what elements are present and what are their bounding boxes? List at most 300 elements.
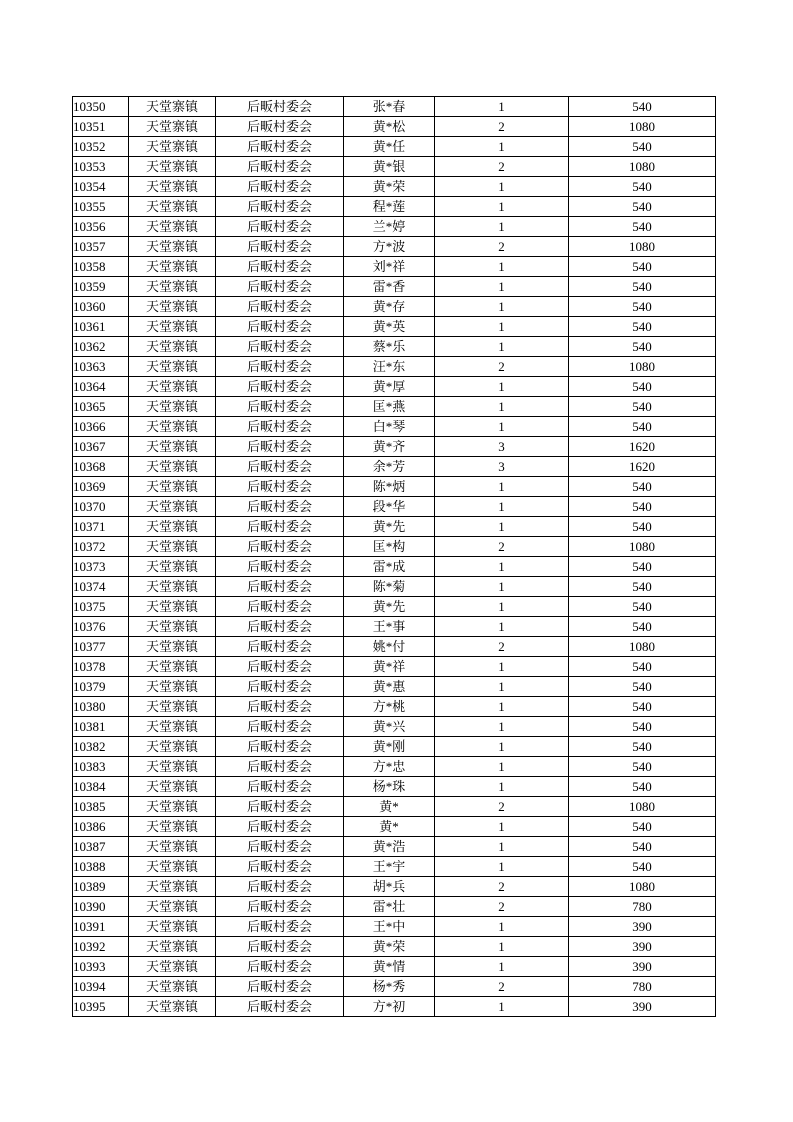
amount-cell: 540 bbox=[569, 817, 716, 837]
household-count-cell: 1 bbox=[435, 697, 569, 717]
table-row bbox=[73, 457, 716, 477]
town-cell: 天堂寨镇 bbox=[129, 197, 216, 217]
table-body bbox=[73, 97, 716, 1017]
town-cell: 天堂寨镇 bbox=[129, 497, 216, 517]
town-cell: 天堂寨镇 bbox=[129, 917, 216, 937]
table-row bbox=[73, 997, 716, 1017]
village-cell: 后畈村委会 bbox=[216, 157, 344, 177]
town-cell: 天堂寨镇 bbox=[129, 957, 216, 977]
town-cell: 天堂寨镇 bbox=[129, 777, 216, 797]
village-cell: 后畈村委会 bbox=[216, 257, 344, 277]
household-count-cell: 1 bbox=[435, 417, 569, 437]
record-id-cell: 10370 bbox=[73, 497, 129, 517]
table-row bbox=[73, 237, 716, 257]
record-id-cell: 10358 bbox=[73, 257, 129, 277]
town-cell: 天堂寨镇 bbox=[129, 717, 216, 737]
record-id-cell: 10353 bbox=[73, 157, 129, 177]
town-cell: 天堂寨镇 bbox=[129, 217, 216, 237]
table-row bbox=[73, 477, 716, 497]
amount-cell: 540 bbox=[569, 337, 716, 357]
name-cell: 胡*兵 bbox=[344, 877, 435, 897]
household-count-cell: 1 bbox=[435, 137, 569, 157]
table-row bbox=[73, 597, 716, 617]
name-cell: 陈*炳 bbox=[344, 477, 435, 497]
name-cell: 黄*松 bbox=[344, 117, 435, 137]
household-count-cell: 1 bbox=[435, 657, 569, 677]
record-id-cell: 10360 bbox=[73, 297, 129, 317]
record-id-cell: 10359 bbox=[73, 277, 129, 297]
record-id-cell: 10373 bbox=[73, 557, 129, 577]
town-cell: 天堂寨镇 bbox=[129, 637, 216, 657]
name-cell: 黄* bbox=[344, 817, 435, 837]
household-count-cell: 1 bbox=[435, 937, 569, 957]
amount-cell: 540 bbox=[569, 597, 716, 617]
village-cell: 后畈村委会 bbox=[216, 957, 344, 977]
record-table-container bbox=[72, 96, 715, 1017]
town-cell: 天堂寨镇 bbox=[129, 297, 216, 317]
table-row bbox=[73, 697, 716, 717]
table-row bbox=[73, 357, 716, 377]
amount-cell: 1080 bbox=[569, 797, 716, 817]
amount-cell: 540 bbox=[569, 857, 716, 877]
town-cell: 天堂寨镇 bbox=[129, 317, 216, 337]
record-id-cell: 10368 bbox=[73, 457, 129, 477]
village-cell: 后畈村委会 bbox=[216, 417, 344, 437]
village-cell: 后畈村委会 bbox=[216, 897, 344, 917]
town-cell: 天堂寨镇 bbox=[129, 157, 216, 177]
record-id-cell: 10355 bbox=[73, 197, 129, 217]
record-id-cell: 10363 bbox=[73, 357, 129, 377]
amount-cell: 540 bbox=[569, 217, 716, 237]
name-cell: 黄*英 bbox=[344, 317, 435, 337]
amount-cell: 780 bbox=[569, 977, 716, 997]
name-cell: 姚*付 bbox=[344, 637, 435, 657]
table-row bbox=[73, 657, 716, 677]
village-cell: 后畈村委会 bbox=[216, 277, 344, 297]
record-id-cell: 10390 bbox=[73, 897, 129, 917]
town-cell: 天堂寨镇 bbox=[129, 437, 216, 457]
name-cell: 黄*刚 bbox=[344, 737, 435, 757]
town-cell: 天堂寨镇 bbox=[129, 117, 216, 137]
town-cell: 天堂寨镇 bbox=[129, 457, 216, 477]
household-count-cell: 1 bbox=[435, 597, 569, 617]
record-id-cell: 10350 bbox=[73, 97, 129, 117]
town-cell: 天堂寨镇 bbox=[129, 557, 216, 577]
name-cell: 王*中 bbox=[344, 917, 435, 937]
household-count-cell: 2 bbox=[435, 977, 569, 997]
village-cell: 后畈村委会 bbox=[216, 317, 344, 337]
town-cell: 天堂寨镇 bbox=[129, 657, 216, 677]
name-cell: 黄*厚 bbox=[344, 377, 435, 397]
table-row bbox=[73, 757, 716, 777]
household-count-cell: 1 bbox=[435, 197, 569, 217]
name-cell: 黄*齐 bbox=[344, 437, 435, 457]
town-cell: 天堂寨镇 bbox=[129, 857, 216, 877]
household-count-cell: 1 bbox=[435, 297, 569, 317]
table-row bbox=[73, 577, 716, 597]
record-id-cell: 10393 bbox=[73, 957, 129, 977]
village-cell: 后畈村委会 bbox=[216, 697, 344, 717]
village-cell: 后畈村委会 bbox=[216, 477, 344, 497]
household-count-cell: 1 bbox=[435, 557, 569, 577]
town-cell: 天堂寨镇 bbox=[129, 817, 216, 837]
household-count-cell: 2 bbox=[435, 117, 569, 137]
name-cell: 方*波 bbox=[344, 237, 435, 257]
name-cell: 余*芳 bbox=[344, 457, 435, 477]
table-row bbox=[73, 397, 716, 417]
amount-cell: 540 bbox=[569, 677, 716, 697]
amount-cell: 540 bbox=[569, 657, 716, 677]
village-cell: 后畈村委会 bbox=[216, 797, 344, 817]
amount-cell: 540 bbox=[569, 97, 716, 117]
name-cell: 王*宇 bbox=[344, 857, 435, 877]
village-cell: 后畈村委会 bbox=[216, 557, 344, 577]
village-cell: 后畈村委会 bbox=[216, 457, 344, 477]
town-cell: 天堂寨镇 bbox=[129, 877, 216, 897]
table-row bbox=[73, 257, 716, 277]
household-count-cell: 1 bbox=[435, 577, 569, 597]
village-cell: 后畈村委会 bbox=[216, 357, 344, 377]
village-cell: 后畈村委会 bbox=[216, 297, 344, 317]
record-id-cell: 10357 bbox=[73, 237, 129, 257]
village-cell: 后畈村委会 bbox=[216, 737, 344, 757]
record-id-cell: 10379 bbox=[73, 677, 129, 697]
amount-cell: 540 bbox=[569, 137, 716, 157]
name-cell: 雷*香 bbox=[344, 277, 435, 297]
table-row bbox=[73, 797, 716, 817]
household-count-cell: 1 bbox=[435, 397, 569, 417]
table-row bbox=[73, 157, 716, 177]
village-cell: 后畈村委会 bbox=[216, 597, 344, 617]
record-id-cell: 10365 bbox=[73, 397, 129, 417]
amount-cell: 390 bbox=[569, 957, 716, 977]
village-cell: 后畈村委会 bbox=[216, 917, 344, 937]
village-cell: 后畈村委会 bbox=[216, 537, 344, 557]
table-row bbox=[73, 517, 716, 537]
village-cell: 后畈村委会 bbox=[216, 337, 344, 357]
name-cell: 雷*壮 bbox=[344, 897, 435, 917]
name-cell: 杨*珠 bbox=[344, 777, 435, 797]
amount-cell: 540 bbox=[569, 277, 716, 297]
town-cell: 天堂寨镇 bbox=[129, 517, 216, 537]
table-row bbox=[73, 717, 716, 737]
name-cell: 黄*荣 bbox=[344, 937, 435, 957]
household-count-cell: 2 bbox=[435, 357, 569, 377]
village-cell: 后畈村委会 bbox=[216, 657, 344, 677]
amount-cell: 540 bbox=[569, 297, 716, 317]
table-row bbox=[73, 677, 716, 697]
amount-cell: 390 bbox=[569, 917, 716, 937]
table-row bbox=[73, 957, 716, 977]
table-row bbox=[73, 97, 716, 117]
table-row bbox=[73, 277, 716, 297]
amount-cell: 540 bbox=[569, 497, 716, 517]
household-count-cell: 1 bbox=[435, 777, 569, 797]
village-cell: 后畈村委会 bbox=[216, 837, 344, 857]
town-cell: 天堂寨镇 bbox=[129, 597, 216, 617]
village-cell: 后畈村委会 bbox=[216, 937, 344, 957]
household-count-cell: 1 bbox=[435, 917, 569, 937]
table-row bbox=[73, 777, 716, 797]
record-id-cell: 10387 bbox=[73, 837, 129, 857]
household-count-cell: 1 bbox=[435, 617, 569, 637]
amount-cell: 540 bbox=[569, 697, 716, 717]
amount-cell: 540 bbox=[569, 177, 716, 197]
table-row bbox=[73, 297, 716, 317]
household-count-cell: 1 bbox=[435, 377, 569, 397]
household-count-cell: 1 bbox=[435, 477, 569, 497]
name-cell: 白*琴 bbox=[344, 417, 435, 437]
table-row bbox=[73, 537, 716, 557]
village-cell: 后畈村委会 bbox=[216, 437, 344, 457]
village-cell: 后畈村委会 bbox=[216, 817, 344, 837]
name-cell: 黄*先 bbox=[344, 597, 435, 617]
table-row bbox=[73, 137, 716, 157]
village-cell: 后畈村委会 bbox=[216, 237, 344, 257]
table-row bbox=[73, 497, 716, 517]
table-row bbox=[73, 837, 716, 857]
household-count-cell: 1 bbox=[435, 217, 569, 237]
village-cell: 后畈村委会 bbox=[216, 97, 344, 117]
village-cell: 后畈村委会 bbox=[216, 197, 344, 217]
household-count-cell: 1 bbox=[435, 957, 569, 977]
name-cell: 张*春 bbox=[344, 97, 435, 117]
table-row bbox=[73, 917, 716, 937]
amount-cell: 540 bbox=[569, 777, 716, 797]
name-cell: 黄* bbox=[344, 797, 435, 817]
record-id-cell: 10380 bbox=[73, 697, 129, 717]
household-count-cell: 1 bbox=[435, 497, 569, 517]
record-id-cell: 10377 bbox=[73, 637, 129, 657]
household-count-cell: 1 bbox=[435, 837, 569, 857]
table-row bbox=[73, 437, 716, 457]
name-cell: 刘*祥 bbox=[344, 257, 435, 277]
amount-cell: 540 bbox=[569, 517, 716, 537]
household-count-cell: 1 bbox=[435, 757, 569, 777]
town-cell: 天堂寨镇 bbox=[129, 757, 216, 777]
name-cell: 兰*婷 bbox=[344, 217, 435, 237]
table-row bbox=[73, 337, 716, 357]
name-cell: 黄*情 bbox=[344, 957, 435, 977]
record-id-cell: 10383 bbox=[73, 757, 129, 777]
amount-cell: 540 bbox=[569, 617, 716, 637]
record-id-cell: 10375 bbox=[73, 597, 129, 617]
village-cell: 后畈村委会 bbox=[216, 877, 344, 897]
amount-cell: 540 bbox=[569, 477, 716, 497]
town-cell: 天堂寨镇 bbox=[129, 277, 216, 297]
table-row bbox=[73, 417, 716, 437]
village-cell: 后畈村委会 bbox=[216, 177, 344, 197]
name-cell: 方*忠 bbox=[344, 757, 435, 777]
town-cell: 天堂寨镇 bbox=[129, 677, 216, 697]
name-cell: 黄*荣 bbox=[344, 177, 435, 197]
village-cell: 后畈村委会 bbox=[216, 717, 344, 737]
record-id-cell: 10381 bbox=[73, 717, 129, 737]
name-cell: 黄*浩 bbox=[344, 837, 435, 857]
amount-cell: 540 bbox=[569, 417, 716, 437]
household-count-cell: 2 bbox=[435, 797, 569, 817]
amount-cell: 540 bbox=[569, 737, 716, 757]
name-cell: 雷*成 bbox=[344, 557, 435, 577]
household-count-cell: 1 bbox=[435, 677, 569, 697]
household-count-cell: 3 bbox=[435, 457, 569, 477]
record-id-cell: 10352 bbox=[73, 137, 129, 157]
name-cell: 黄*兴 bbox=[344, 717, 435, 737]
village-cell: 后畈村委会 bbox=[216, 137, 344, 157]
record-id-cell: 10378 bbox=[73, 657, 129, 677]
record-id-cell: 10361 bbox=[73, 317, 129, 337]
amount-cell: 1080 bbox=[569, 157, 716, 177]
record-id-cell: 10392 bbox=[73, 937, 129, 957]
name-cell: 黄*任 bbox=[344, 137, 435, 157]
table-row bbox=[73, 217, 716, 237]
table-row bbox=[73, 937, 716, 957]
amount-cell: 390 bbox=[569, 997, 716, 1017]
amount-cell: 540 bbox=[569, 757, 716, 777]
record-id-cell: 10356 bbox=[73, 217, 129, 237]
record-id-cell: 10395 bbox=[73, 997, 129, 1017]
village-cell: 后畈村委会 bbox=[216, 977, 344, 997]
household-count-cell: 2 bbox=[435, 897, 569, 917]
village-cell: 后畈村委会 bbox=[216, 677, 344, 697]
name-cell: 段*华 bbox=[344, 497, 435, 517]
name-cell: 方*桃 bbox=[344, 697, 435, 717]
household-count-cell: 2 bbox=[435, 237, 569, 257]
town-cell: 天堂寨镇 bbox=[129, 377, 216, 397]
name-cell: 黄*先 bbox=[344, 517, 435, 537]
village-cell: 后畈村委会 bbox=[216, 757, 344, 777]
record-id-cell: 10374 bbox=[73, 577, 129, 597]
amount-cell: 1620 bbox=[569, 457, 716, 477]
town-cell: 天堂寨镇 bbox=[129, 397, 216, 417]
record-id-cell: 10369 bbox=[73, 477, 129, 497]
village-cell: 后畈村委会 bbox=[216, 577, 344, 597]
record-id-cell: 10382 bbox=[73, 737, 129, 757]
amount-cell: 540 bbox=[569, 717, 716, 737]
town-cell: 天堂寨镇 bbox=[129, 737, 216, 757]
record-id-cell: 10354 bbox=[73, 177, 129, 197]
name-cell: 蔡*乐 bbox=[344, 337, 435, 357]
record-id-cell: 10384 bbox=[73, 777, 129, 797]
amount-cell: 1080 bbox=[569, 877, 716, 897]
table-row bbox=[73, 897, 716, 917]
table-row bbox=[73, 557, 716, 577]
record-id-cell: 10367 bbox=[73, 437, 129, 457]
town-cell: 天堂寨镇 bbox=[129, 537, 216, 557]
village-cell: 后畈村委会 bbox=[216, 217, 344, 237]
record-id-cell: 10386 bbox=[73, 817, 129, 837]
village-cell: 后畈村委会 bbox=[216, 777, 344, 797]
name-cell: 黄*祥 bbox=[344, 657, 435, 677]
record-id-cell: 10391 bbox=[73, 917, 129, 937]
village-cell: 后畈村委会 bbox=[216, 397, 344, 417]
record-id-cell: 10388 bbox=[73, 857, 129, 877]
amount-cell: 540 bbox=[569, 377, 716, 397]
amount-cell: 390 bbox=[569, 937, 716, 957]
amount-cell: 1080 bbox=[569, 357, 716, 377]
name-cell: 陈*菊 bbox=[344, 577, 435, 597]
town-cell: 天堂寨镇 bbox=[129, 337, 216, 357]
table-row bbox=[73, 377, 716, 397]
record-id-cell: 10366 bbox=[73, 417, 129, 437]
name-cell: 黄*惠 bbox=[344, 677, 435, 697]
table-row bbox=[73, 617, 716, 637]
village-cell: 后畈村委会 bbox=[216, 997, 344, 1017]
household-count-cell: 1 bbox=[435, 737, 569, 757]
town-cell: 天堂寨镇 bbox=[129, 977, 216, 997]
table-row bbox=[73, 857, 716, 877]
village-cell: 后畈村委会 bbox=[216, 637, 344, 657]
name-cell: 王*事 bbox=[344, 617, 435, 637]
town-cell: 天堂寨镇 bbox=[129, 177, 216, 197]
record-id-cell: 10351 bbox=[73, 117, 129, 137]
household-count-cell: 2 bbox=[435, 537, 569, 557]
household-count-cell: 2 bbox=[435, 637, 569, 657]
household-count-cell: 1 bbox=[435, 337, 569, 357]
household-count-cell: 1 bbox=[435, 517, 569, 537]
town-cell: 天堂寨镇 bbox=[129, 97, 216, 117]
table-row bbox=[73, 877, 716, 897]
name-cell: 方*初 bbox=[344, 997, 435, 1017]
amount-cell: 540 bbox=[569, 577, 716, 597]
town-cell: 天堂寨镇 bbox=[129, 797, 216, 817]
record-id-cell: 10394 bbox=[73, 977, 129, 997]
amount-cell: 780 bbox=[569, 897, 716, 917]
town-cell: 天堂寨镇 bbox=[129, 617, 216, 637]
village-cell: 后畈村委会 bbox=[216, 517, 344, 537]
table-row bbox=[73, 317, 716, 337]
town-cell: 天堂寨镇 bbox=[129, 897, 216, 917]
town-cell: 天堂寨镇 bbox=[129, 137, 216, 157]
table-row bbox=[73, 637, 716, 657]
village-cell: 后畈村委会 bbox=[216, 857, 344, 877]
record-id-cell: 10372 bbox=[73, 537, 129, 557]
name-cell: 黄*银 bbox=[344, 157, 435, 177]
record-id-cell: 10362 bbox=[73, 337, 129, 357]
village-cell: 后畈村委会 bbox=[216, 377, 344, 397]
table-row bbox=[73, 977, 716, 997]
amount-cell: 1620 bbox=[569, 437, 716, 457]
record-id-cell: 10364 bbox=[73, 377, 129, 397]
town-cell: 天堂寨镇 bbox=[129, 237, 216, 257]
name-cell: 匡*构 bbox=[344, 537, 435, 557]
amount-cell: 1080 bbox=[569, 637, 716, 657]
name-cell: 黄*存 bbox=[344, 297, 435, 317]
record-table bbox=[72, 96, 716, 1017]
village-cell: 后畈村委会 bbox=[216, 617, 344, 637]
name-cell: 汪*东 bbox=[344, 357, 435, 377]
town-cell: 天堂寨镇 bbox=[129, 417, 216, 437]
household-count-cell: 3 bbox=[435, 437, 569, 457]
town-cell: 天堂寨镇 bbox=[129, 697, 216, 717]
village-cell: 后畈村委会 bbox=[216, 117, 344, 137]
name-cell: 程*莲 bbox=[344, 197, 435, 217]
record-id-cell: 10376 bbox=[73, 617, 129, 637]
record-id-cell: 10385 bbox=[73, 797, 129, 817]
amount-cell: 540 bbox=[569, 317, 716, 337]
household-count-cell: 1 bbox=[435, 177, 569, 197]
table-row bbox=[73, 197, 716, 217]
amount-cell: 540 bbox=[569, 197, 716, 217]
town-cell: 天堂寨镇 bbox=[129, 357, 216, 377]
household-count-cell: 1 bbox=[435, 817, 569, 837]
amount-cell: 1080 bbox=[569, 117, 716, 137]
town-cell: 天堂寨镇 bbox=[129, 477, 216, 497]
household-count-cell: 1 bbox=[435, 857, 569, 877]
town-cell: 天堂寨镇 bbox=[129, 837, 216, 857]
table-row bbox=[73, 177, 716, 197]
record-id-cell: 10389 bbox=[73, 877, 129, 897]
